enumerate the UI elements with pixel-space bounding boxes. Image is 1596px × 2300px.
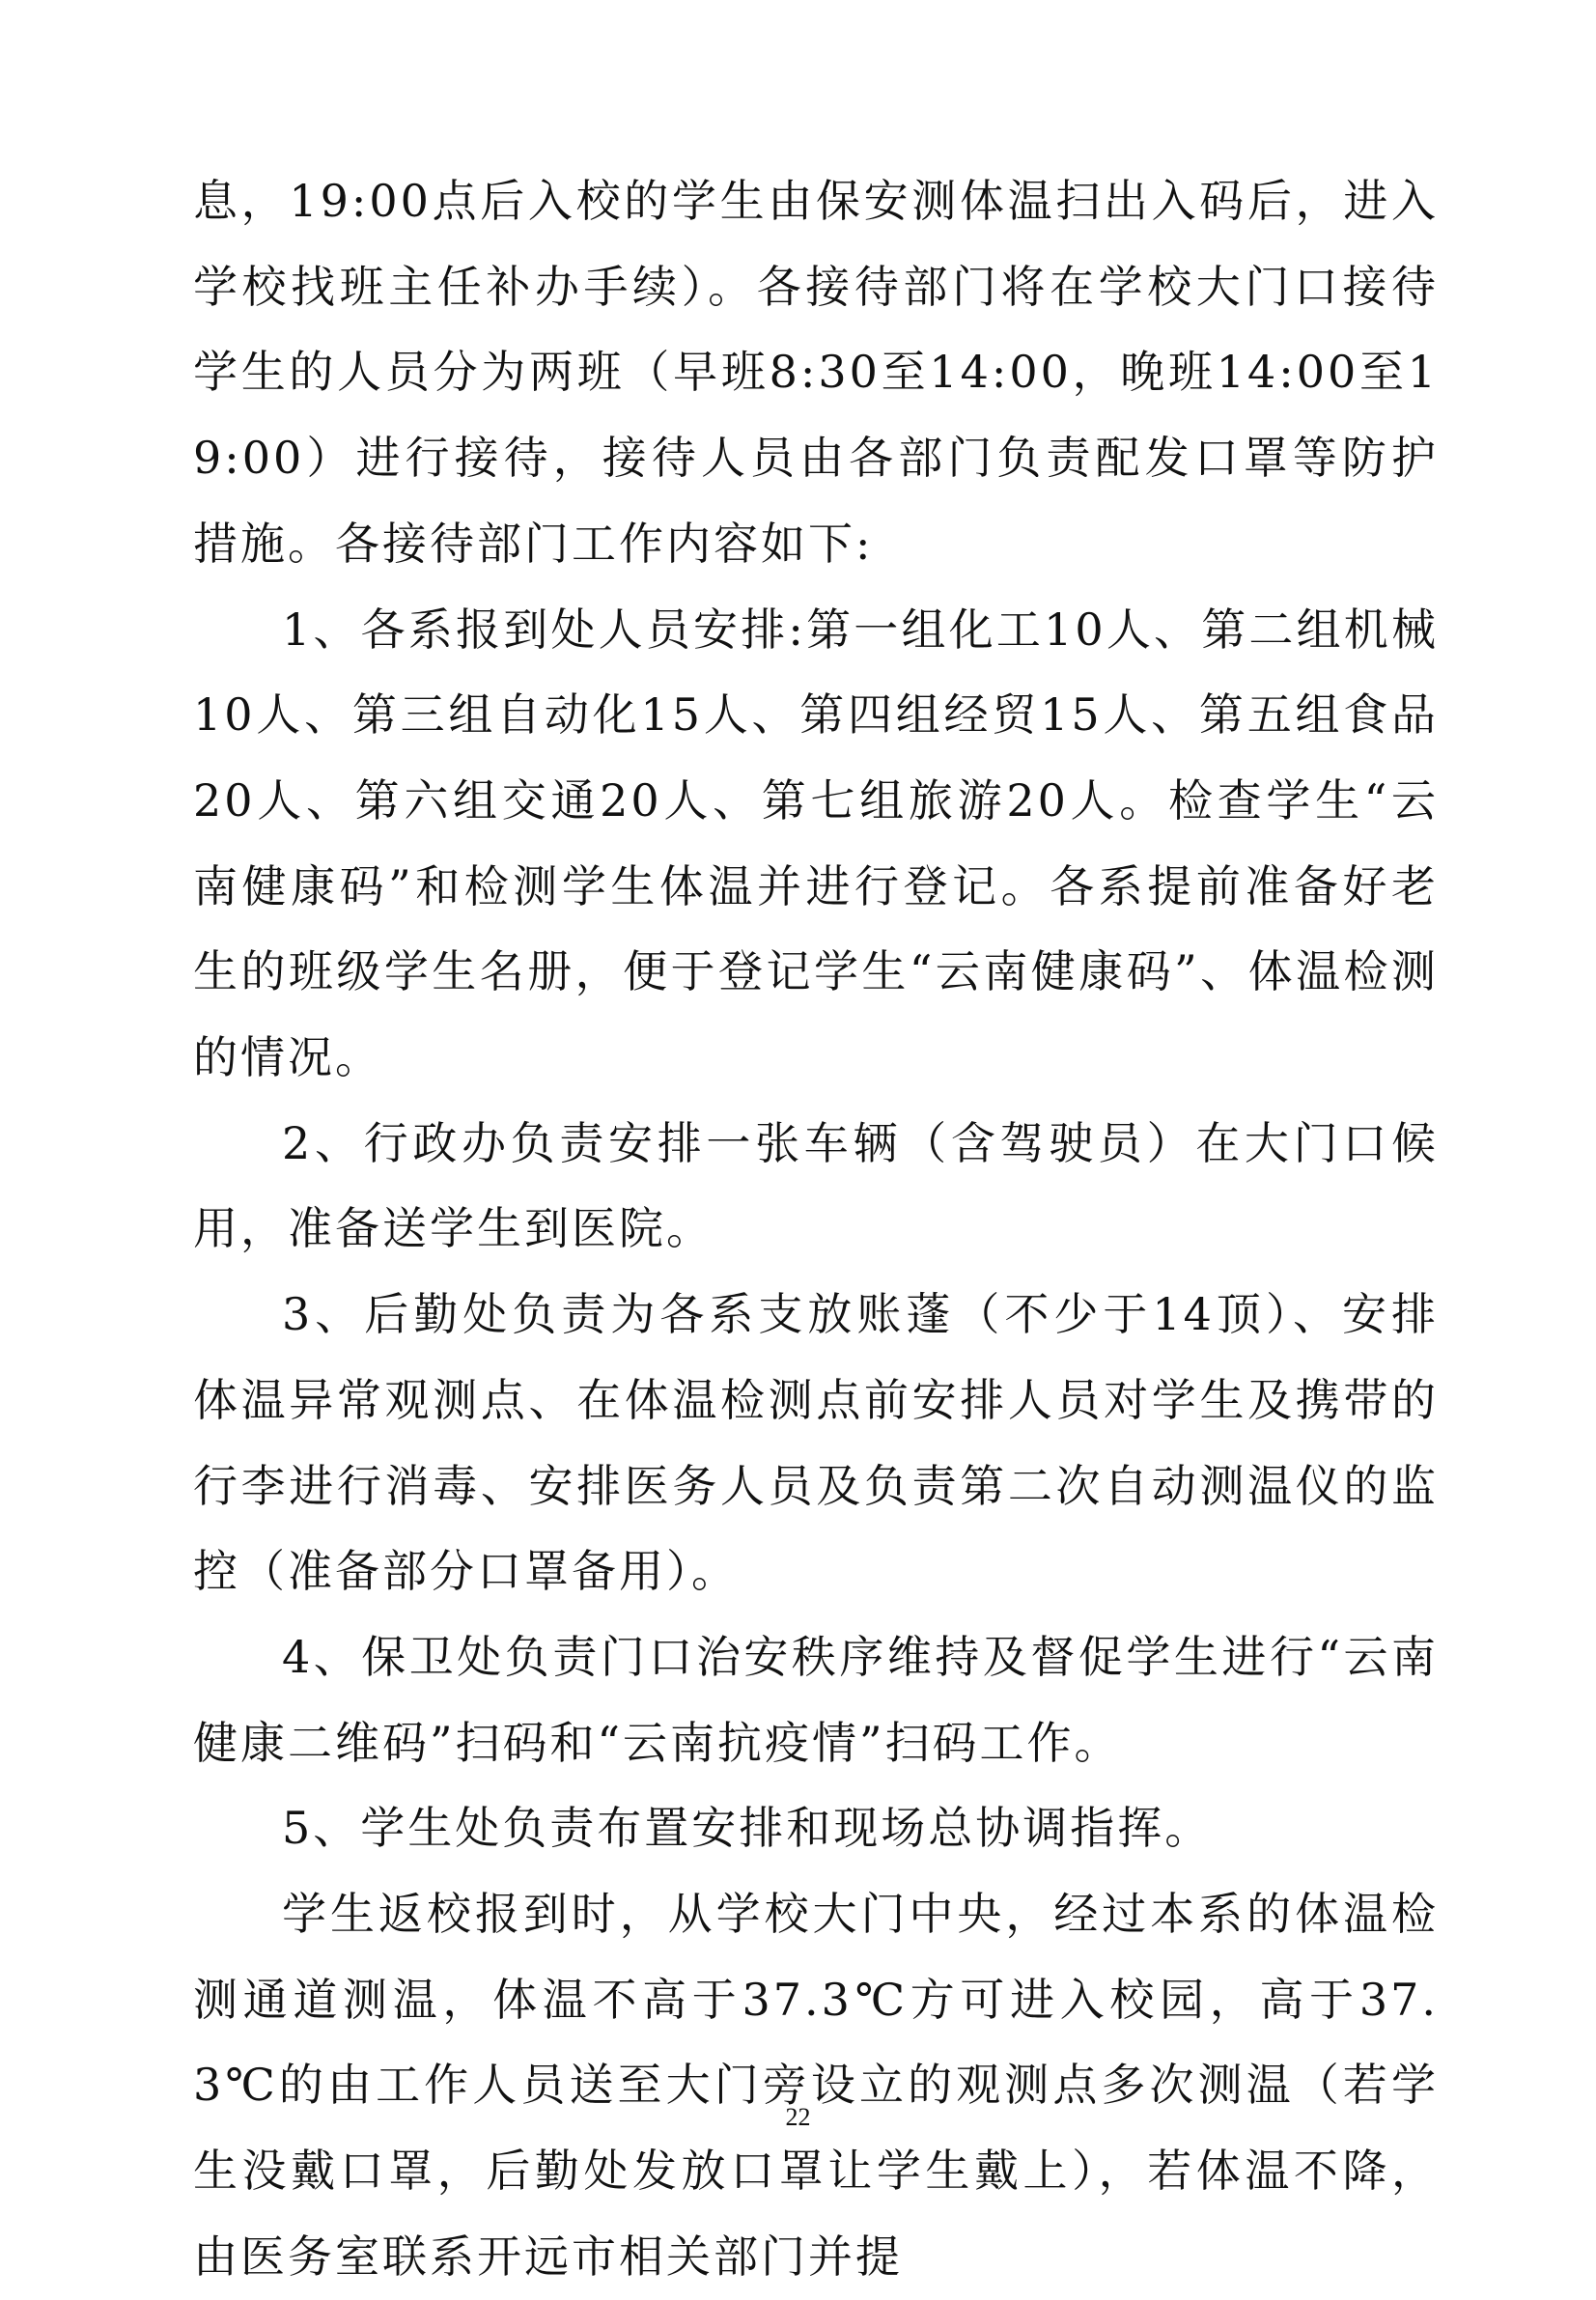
paragraph-item-4: 4、保卫处负责门口治安秩序维持及督促学生进行“云南健康二维码”扫码和“云南抗疫情”扫码工作。 bbox=[193, 1630, 1439, 1769]
document-body bbox=[193, 158, 1439, 2300]
paragraph-continuation: 息，19:00点后入校的学生由保安测体温扫出入码后，进入学校找班主任补办手续）。各接待部门将在学校大门口接待学生的人员分为两班（早班8:30至14:00，晚班14:00至19:00）进行接待，接待人员由各部门负责配发口罩等防护措施。各接待部门工作内容如下: bbox=[193, 175, 1439, 570]
paragraph-item-3: 3、后勤处负责为各系支放账蓬（不少于14顶）、安排体温异常观测点、在体温检测点前安排人员对学生及携带的行李进行消毒、安排医务人员及负责第二次自动测温仪的监控（准备部分口罩备用）。 bbox=[193, 1288, 1439, 1598]
paragraph-item-1: 1、各系报到处人员安排:第一组化工10人、第二组机械10人、第三组自动化15人、第四组经贸15人、第五组食品20人、第六组交通20人、第七组旅游20人。检查学生“云南健康码”和检测学生体温并进行登记。各系提前准备好老生的班级学生名册，便于登记学生“云南健康码”、体温检测的情况。 bbox=[193, 603, 1439, 1084]
paragraph-return-procedure: 学生返校报到时，从学校大门中央，经过本系的体温检测通道测温，体温不高于37.3℃方可进入校园，高于37.3℃的由工作人员送至大门旁设立的观测点多次测温（若学生没戴口罩，后勤处发放口罩让学生戴上），若体温不降，由医务室联系开远市相关部门并提 bbox=[193, 1888, 1439, 2283]
paragraph-item-2: 2、行政办负责安排一张车辆（含驾驶员）在大门口候用，准备送学生到医院。 bbox=[193, 1116, 1439, 1255]
paragraph-item-5: 5、学生处负责布置安排和现场总协调指挥。 bbox=[282, 1802, 1213, 1855]
page-number: 22 bbox=[785, 2103, 811, 2131]
